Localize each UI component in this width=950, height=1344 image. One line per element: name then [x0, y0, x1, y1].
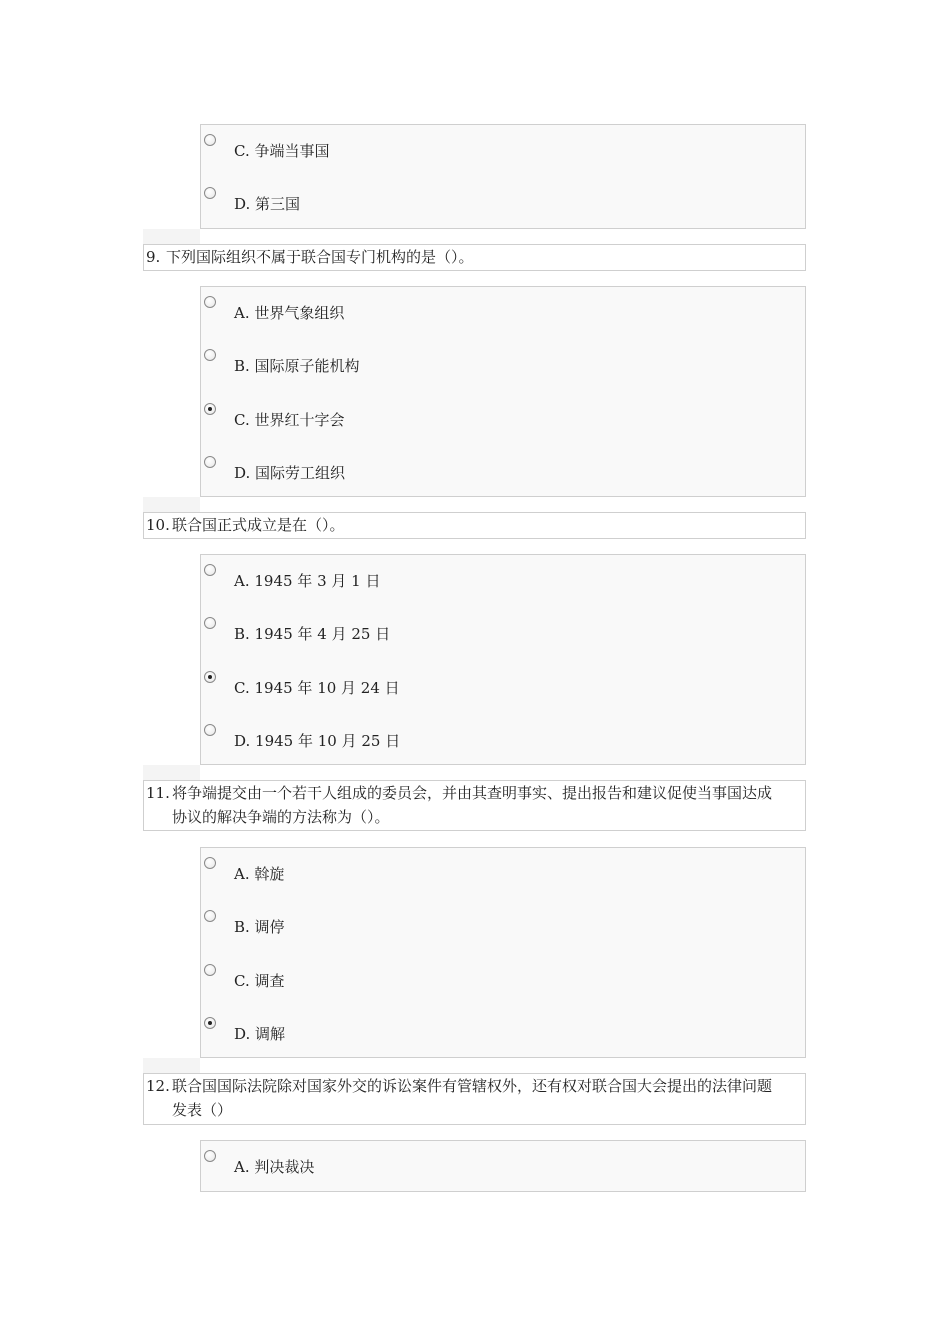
radio-button-q9-c-selected[interactable] — [204, 403, 216, 415]
option-label: B. 国际原子能机构 — [234, 357, 360, 375]
radio-button-q10-c-selected[interactable] — [204, 671, 216, 683]
question-number: 11. — [146, 784, 170, 802]
spacer — [143, 765, 200, 780]
question-text: 下列国际组织不属于联合国专门机构的是（）。 — [166, 248, 474, 266]
radio-button-q11-c[interactable] — [204, 964, 216, 976]
options-box-q9 — [200, 286, 806, 497]
options-box-q8 — [200, 124, 806, 229]
option-label: D. 调解 — [234, 1025, 286, 1043]
option-label: D. 国际劳工组织 — [234, 464, 346, 482]
options-box-q10 — [200, 554, 806, 765]
radio-button-q8-d[interactable] — [204, 187, 216, 199]
option-q11-b[interactable] — [201, 906, 805, 946]
option-q11-c[interactable] — [201, 960, 805, 1000]
radio-button-q8-c[interactable] — [204, 134, 216, 146]
radio-button-q10-b[interactable] — [204, 617, 216, 629]
question-text-line-1: 联合国国际法院除对国家外交的诉讼案件有管辖权外，还有权对联合国大会提出的法律问题 — [172, 1077, 773, 1095]
question-10 — [143, 512, 806, 539]
option-label: A. 判决裁决 — [234, 1158, 315, 1176]
radio-button-q9-b[interactable] — [204, 349, 216, 361]
option-label: B. 1945 年 4 月 25 日 — [234, 625, 391, 643]
option-label: A. 1945 年 3 月 1 日 — [234, 572, 381, 590]
spacer — [143, 1058, 200, 1073]
option-q11-d[interactable] — [201, 1013, 805, 1053]
option-label: C. 调查 — [234, 972, 285, 990]
radio-button-q11-d-selected[interactable] — [204, 1017, 216, 1029]
spacer — [143, 497, 200, 512]
question-9 — [143, 244, 806, 271]
question-12 — [143, 1073, 806, 1125]
option-q10-d[interactable] — [201, 720, 805, 760]
option-label: D. 1945 年 10 月 25 日 — [234, 732, 401, 750]
option-q11-a[interactable] — [201, 853, 805, 893]
question-text-line-2: 协议的解决争端的方法称为（）。 — [172, 808, 390, 826]
option-q9-c[interactable] — [201, 399, 805, 439]
question-number: 12. — [146, 1077, 170, 1095]
question-text-line-2: 发表（） — [172, 1101, 233, 1119]
question-text: 联合国正式成立是在（）。 — [172, 516, 345, 534]
radio-button-q9-d[interactable] — [204, 456, 216, 468]
question-number: 9. — [146, 248, 161, 266]
option-label: C. 1945 年 10 月 24 日 — [234, 679, 400, 697]
radio-button-q11-a[interactable] — [204, 857, 216, 869]
option-label: B. 调停 — [234, 918, 285, 936]
option-label: A. 世界气象组织 — [234, 304, 345, 322]
radio-button-q11-b[interactable] — [204, 910, 216, 922]
options-box-q12 — [200, 1140, 806, 1192]
option-q12-a[interactable] — [201, 1146, 805, 1186]
question-11 — [143, 780, 806, 831]
radio-button-q9-a[interactable] — [204, 296, 216, 308]
option-q8-c[interactable] — [201, 130, 805, 170]
option-q8-d[interactable] — [201, 183, 805, 223]
radio-button-q10-d[interactable] — [204, 724, 216, 736]
question-text-line-1: 将争端提交由一个若干人组成的委员会，并由其查明事实、提出报告和建议促使当事国达成 — [172, 784, 773, 802]
radio-button-q10-a[interactable] — [204, 564, 216, 576]
question-number: 10. — [146, 516, 170, 534]
option-q10-b[interactable] — [201, 613, 805, 653]
option-label: C. 争端当事国 — [234, 142, 330, 160]
option-label: A. 斡旋 — [234, 865, 285, 883]
option-q9-d[interactable] — [201, 452, 805, 492]
option-q9-b[interactable] — [201, 345, 805, 385]
option-q10-c[interactable] — [201, 667, 805, 707]
option-q9-a[interactable] — [201, 292, 805, 332]
option-label: D. 第三国 — [234, 195, 301, 213]
spacer — [143, 229, 200, 244]
options-box-q11 — [200, 847, 806, 1058]
option-label: C. 世界红十字会 — [234, 411, 345, 429]
radio-button-q12-a[interactable] — [204, 1150, 216, 1162]
option-q10-a[interactable] — [201, 560, 805, 600]
